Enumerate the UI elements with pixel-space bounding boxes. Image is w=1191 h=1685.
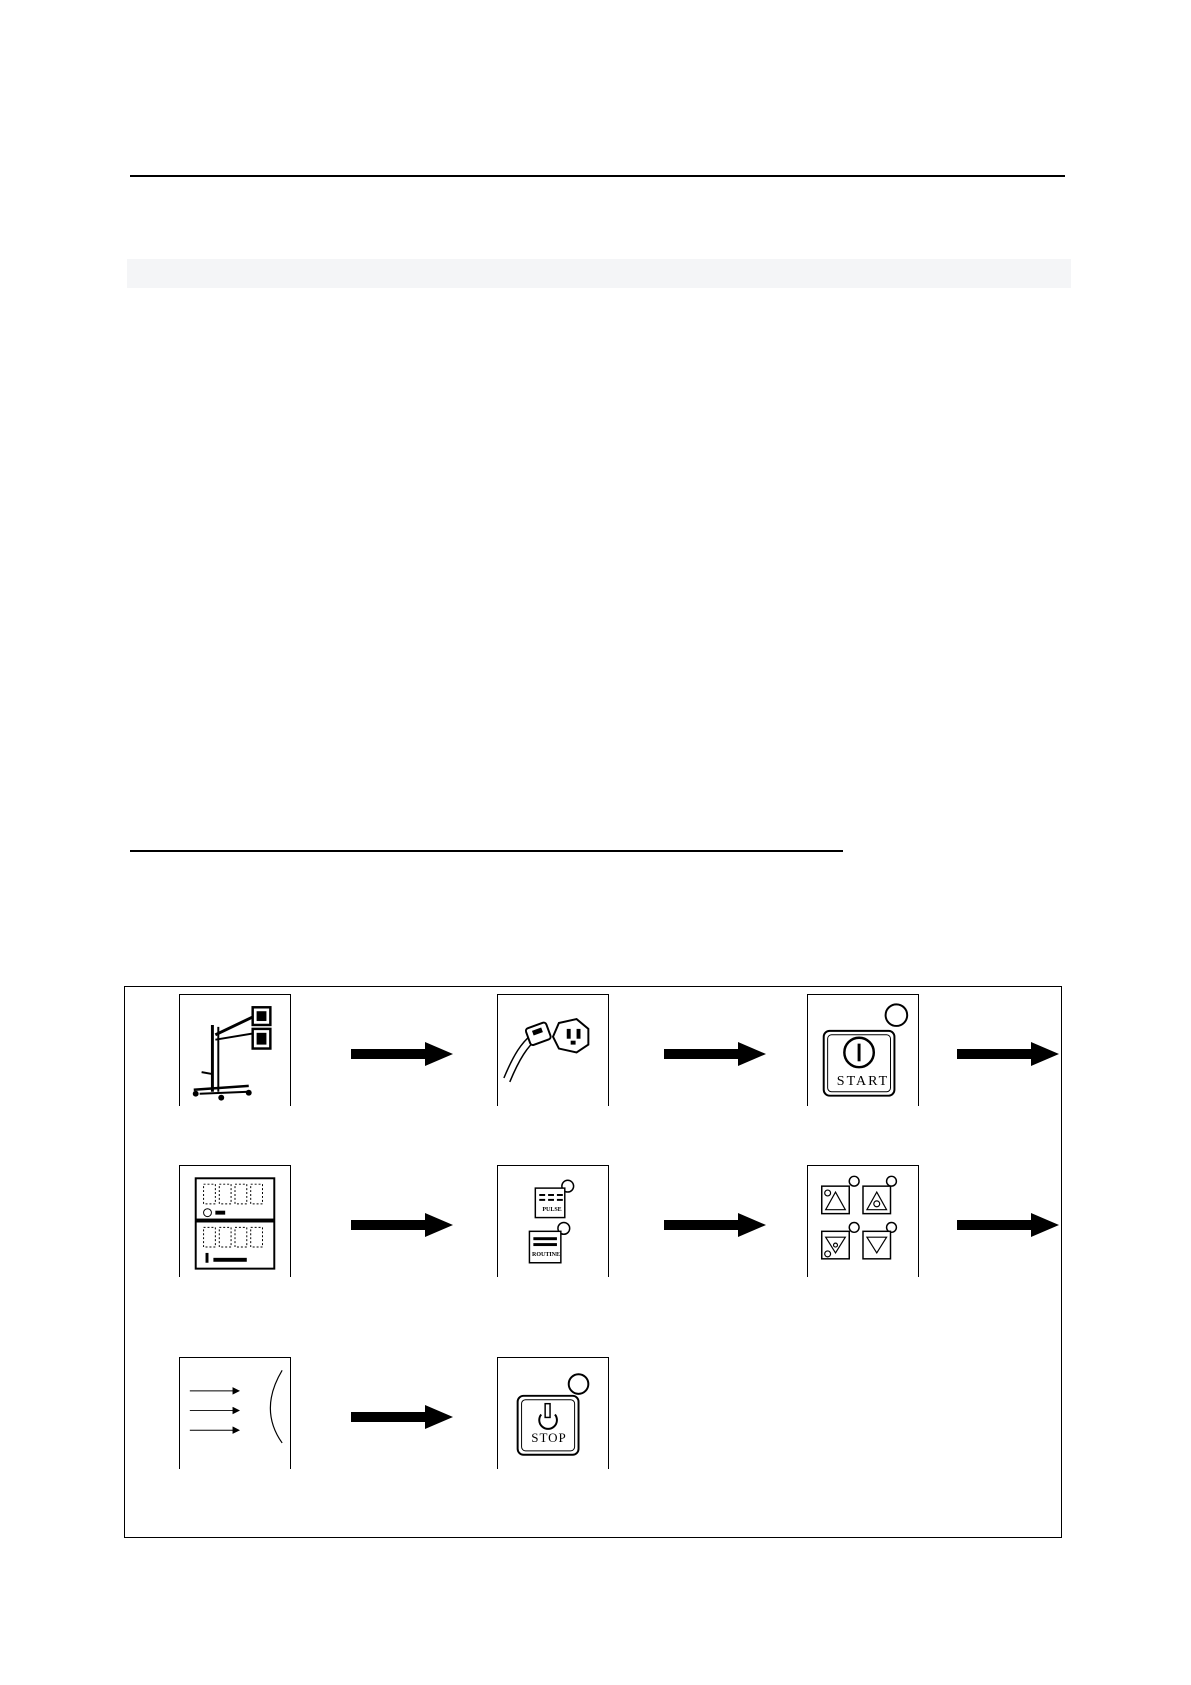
arrow-right-icon	[957, 1042, 1059, 1066]
start-button-icon	[807, 994, 919, 1106]
adjustment-arrow-buttons-icon	[807, 1165, 919, 1277]
routine-label: ROUTINE	[531, 1252, 560, 1258]
stop-label: STOP	[531, 1430, 567, 1445]
time-temperature-display-icon	[179, 1165, 291, 1277]
lamp-stand-icon	[179, 994, 291, 1106]
section-band	[127, 259, 1071, 288]
operation-flow-diagram	[124, 986, 1062, 1538]
arrow-right-icon	[664, 1042, 766, 1066]
arrow-right-icon	[351, 1042, 453, 1066]
power-plug-icon	[497, 994, 609, 1106]
pulse-routine-buttons-icon	[497, 1165, 609, 1277]
arrow-right-icon	[351, 1213, 453, 1237]
arrow-right-icon	[664, 1213, 766, 1237]
section-underline	[130, 850, 843, 852]
arrow-right-icon	[351, 1405, 453, 1429]
stop-button-icon	[497, 1357, 609, 1469]
arrow-right-icon	[957, 1213, 1059, 1237]
infrared-radiation-icon	[179, 1357, 291, 1469]
pulse-label: PULSE	[542, 1207, 562, 1213]
start-label: START	[836, 1074, 890, 1089]
header-rule	[130, 175, 1065, 177]
